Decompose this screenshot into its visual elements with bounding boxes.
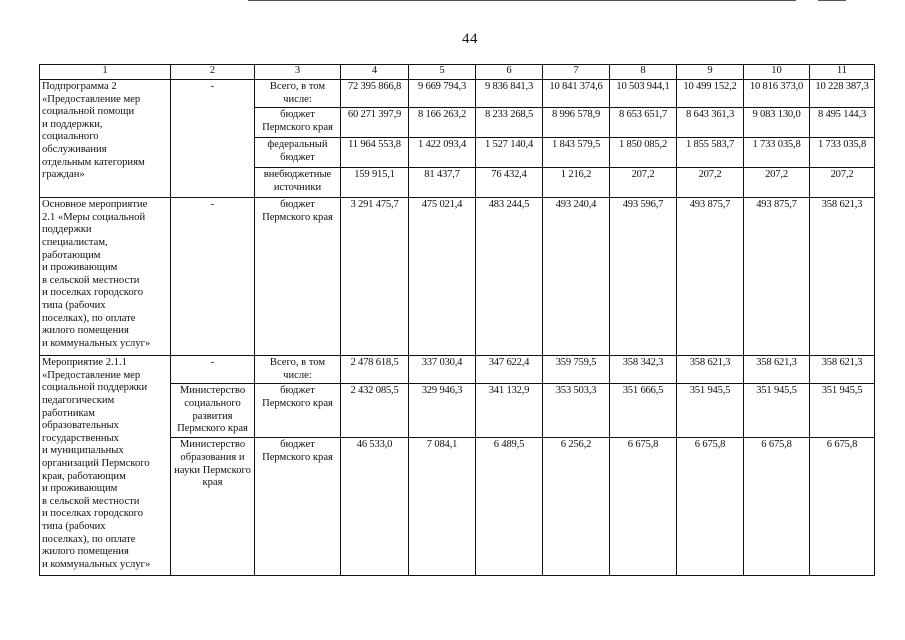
value-cell: 8 653 651,7 bbox=[610, 108, 677, 138]
value-cell: 7 084,1 bbox=[409, 438, 476, 576]
program-name-cell: Основное мероприятие 2.1 «Меры социальной поддержки специалистам, работающим и проживающим в сельской местности и поселках городского типа (рабочих поселках), по оплате жилого помещения и коммунальных услуг» bbox=[40, 198, 171, 356]
column-header: 8 bbox=[610, 65, 677, 80]
funding-source-cell: бюджет Пермского края bbox=[255, 384, 341, 438]
executor-cell: - bbox=[171, 356, 255, 384]
value-cell: 9 836 841,3 bbox=[476, 80, 543, 108]
value-cell: 329 946,3 bbox=[409, 384, 476, 438]
header-row bbox=[40, 65, 875, 80]
value-cell: 11 964 553,8 bbox=[341, 138, 409, 168]
value-cell: 159 915,1 bbox=[341, 168, 409, 198]
page-number: 44 bbox=[462, 31, 478, 47]
value-cell: 493 875,7 bbox=[744, 198, 810, 356]
executor-cell: - bbox=[171, 198, 255, 356]
value-cell: 1 422 093,4 bbox=[409, 138, 476, 168]
value-cell: 2 478 618,5 bbox=[341, 356, 409, 384]
top-rule-left bbox=[248, 0, 796, 1]
value-cell: 358 621,3 bbox=[677, 356, 744, 384]
value-cell: 6 675,8 bbox=[677, 438, 744, 576]
value-cell: 8 996 578,9 bbox=[543, 108, 610, 138]
value-cell: 493 240,4 bbox=[543, 198, 610, 356]
funding-source-cell: Всего, в том числе: bbox=[255, 80, 341, 108]
funding-source-cell: внебюджетные источники bbox=[255, 168, 341, 198]
value-cell: 8 495 144,3 bbox=[810, 108, 875, 138]
value-cell: 2 432 085,5 bbox=[341, 384, 409, 438]
column-header: 2 bbox=[171, 65, 255, 80]
funding-source-cell: Всего, в том числе: bbox=[255, 356, 341, 384]
value-cell: 1 855 583,7 bbox=[677, 138, 744, 168]
value-cell: 1 843 579,5 bbox=[543, 138, 610, 168]
value-cell: 3 291 475,7 bbox=[341, 198, 409, 356]
table-row bbox=[40, 198, 875, 356]
value-cell: 358 342,3 bbox=[610, 356, 677, 384]
value-cell: 341 132,9 bbox=[476, 384, 543, 438]
value-cell: 6 489,5 bbox=[476, 438, 543, 576]
column-header: 9 bbox=[677, 65, 744, 80]
value-cell: 337 030,4 bbox=[409, 356, 476, 384]
funding-source-cell: бюджет Пермского края bbox=[255, 108, 341, 138]
column-header: 7 bbox=[543, 65, 610, 80]
value-cell: 351 666,5 bbox=[610, 384, 677, 438]
table-row bbox=[40, 356, 875, 384]
value-cell: 9 669 794,3 bbox=[409, 80, 476, 108]
value-cell: 6 675,8 bbox=[610, 438, 677, 576]
funding-source-cell: бюджет Пермского края bbox=[255, 438, 341, 576]
value-cell: 6 256,2 bbox=[543, 438, 610, 576]
value-cell: 207,2 bbox=[744, 168, 810, 198]
column-header: 11 bbox=[810, 65, 875, 80]
column-header: 1 bbox=[40, 65, 171, 80]
column-header: 6 bbox=[476, 65, 543, 80]
executor-cell: Министерство образования и науки Пермского края bbox=[171, 438, 255, 576]
value-cell: 8 166 263,2 bbox=[409, 108, 476, 138]
column-header: 5 bbox=[409, 65, 476, 80]
table-row bbox=[40, 80, 875, 108]
value-cell: 1 527 140,4 bbox=[476, 138, 543, 168]
value-cell: 8 643 361,3 bbox=[677, 108, 744, 138]
value-cell: 475 021,4 bbox=[409, 198, 476, 356]
column-header: 10 bbox=[744, 65, 810, 80]
value-cell: 10 499 152,2 bbox=[677, 80, 744, 108]
value-cell: 72 395 866,8 bbox=[341, 80, 409, 108]
value-cell: 351 945,5 bbox=[677, 384, 744, 438]
value-cell: 483 244,5 bbox=[476, 198, 543, 356]
value-cell: 493 596,7 bbox=[610, 198, 677, 356]
value-cell: 351 945,5 bbox=[810, 384, 875, 438]
value-cell: 358 621,3 bbox=[744, 356, 810, 384]
value-cell: 347 622,4 bbox=[476, 356, 543, 384]
value-cell: 81 437,7 bbox=[409, 168, 476, 198]
budget-table bbox=[39, 64, 875, 576]
value-cell: 10 816 373,0 bbox=[744, 80, 810, 108]
value-cell: 1 216,2 bbox=[543, 168, 610, 198]
program-name-cell: Подпрограмма 2 «Предоставление мер социальной помощи и поддержки, социального обслуживания отдельным категориям граждан» bbox=[40, 80, 171, 198]
value-cell: 359 759,5 bbox=[543, 356, 610, 384]
funding-source-cell: бюджет Пермского края bbox=[255, 198, 341, 356]
value-cell: 10 228 387,3 bbox=[810, 80, 875, 108]
value-cell: 207,2 bbox=[610, 168, 677, 198]
value-cell: 76 432,4 bbox=[476, 168, 543, 198]
top-rule-right bbox=[818, 0, 846, 1]
value-cell: 351 945,5 bbox=[744, 384, 810, 438]
program-name-cell: Мероприятие 2.1.1 «Предоставление мер социальной поддержки педагогическим работникам образовательных государственных и муниципальных организаций Пермского края, работающим и проживающим в сельской местности и поселках городского типа (рабочих поселках), по оплате жилого помещения и коммунальных услуг» bbox=[40, 356, 171, 576]
value-cell: 353 503,3 bbox=[543, 384, 610, 438]
value-cell: 60 271 397,9 bbox=[341, 108, 409, 138]
value-cell: 1 733 035,8 bbox=[810, 138, 875, 168]
funding-source-cell: федеральный бюджет bbox=[255, 138, 341, 168]
value-cell: 10 841 374,6 bbox=[543, 80, 610, 108]
value-cell: 358 621,3 bbox=[810, 356, 875, 384]
column-header: 3 bbox=[255, 65, 341, 80]
value-cell: 207,2 bbox=[810, 168, 875, 198]
value-cell: 358 621,3 bbox=[810, 198, 875, 356]
executor-cell: Министерство социального развития Пермского края bbox=[171, 384, 255, 438]
value-cell: 207,2 bbox=[677, 168, 744, 198]
value-cell: 46 533,0 bbox=[341, 438, 409, 576]
value-cell: 1 733 035,8 bbox=[744, 138, 810, 168]
column-header: 4 bbox=[341, 65, 409, 80]
value-cell: 8 233 268,5 bbox=[476, 108, 543, 138]
value-cell: 6 675,8 bbox=[744, 438, 810, 576]
value-cell: 6 675,8 bbox=[810, 438, 875, 576]
value-cell: 10 503 944,1 bbox=[610, 80, 677, 108]
executor-cell: - bbox=[171, 80, 255, 198]
value-cell: 9 083 130,0 bbox=[744, 108, 810, 138]
value-cell: 1 850 085,2 bbox=[610, 138, 677, 168]
value-cell: 493 875,7 bbox=[677, 198, 744, 356]
